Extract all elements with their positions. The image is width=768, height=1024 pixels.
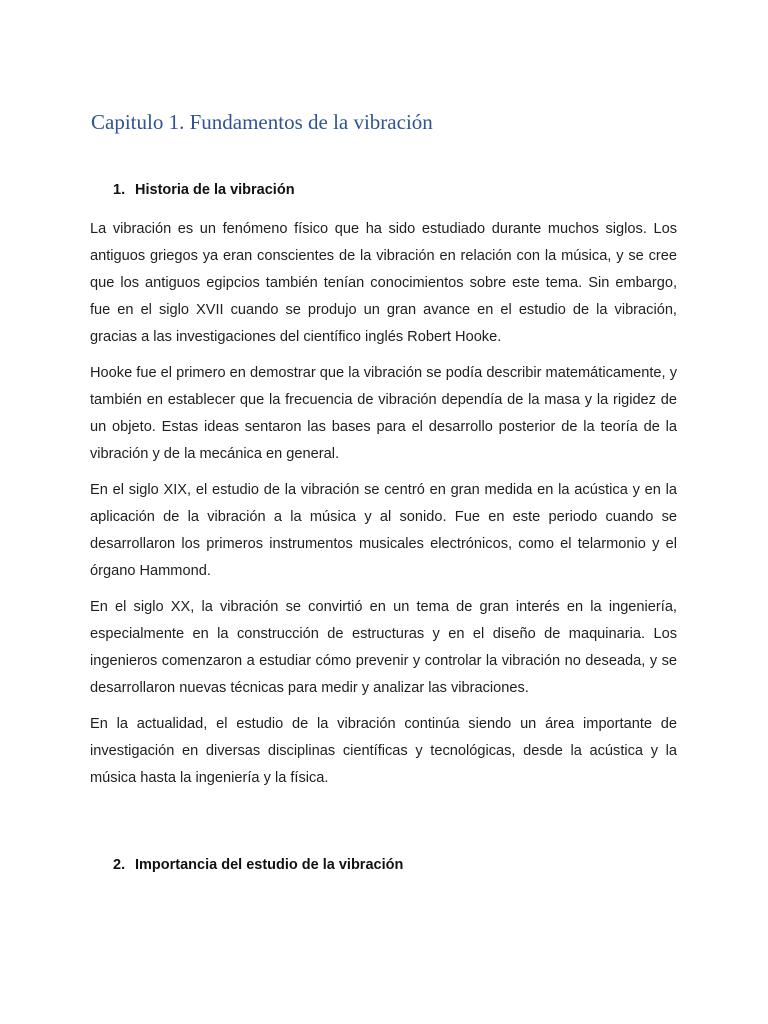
- paragraph-hooke: Hooke fue el primero en demostrar que la vibración se podía describir matemáticamente, y también en establecer que la frecuencia de vibración dependía de la masa y la rigidez de un objeto. Estas ideas sentaron las bases para el desarrollo posterior de la teoría de la vibración y de la mecánica en general.: [90, 365, 677, 462]
- chapter-title: Capitulo 1. Fundamentos de la vibración: [91, 110, 433, 134]
- section-title: Importancia del estudio de la vibración: [135, 857, 404, 873]
- paragraph-siglo-xix: En el siglo XIX, el estudio de la vibración se centró en gran medida en la acústica y en la aplicación de la vibración a la música y al sonido. Fue en este periodo cuando se desarrollaron los primeros instrumentos musicales electrónicos, como el telarmonio y el órgano Hammond.: [90, 482, 677, 579]
- section-number: 1.: [113, 182, 126, 198]
- paragraph-origins: La vibración es un fenómeno físico que ha sido estudiado durante muchos siglos. Los antiguos griegos ya eran conscientes de la vibración en relación con la música, y se cree que los antiguos egipcios también tenían conocimientos sobre este tema. Sin embargo, fue en el siglo XVII cuando se produjo un gran avance en el estudio de la vibración, gracias a las investigaciones del científico inglés Robert Hooke.: [90, 221, 677, 345]
- section-title: Historia de la vibración: [135, 182, 295, 198]
- section-body-historia: [90, 216, 677, 801]
- section-heading-importancia: [113, 856, 403, 874]
- section-heading-historia: [113, 181, 295, 199]
- paragraph-siglo-xx: En el siglo XX, la vibración se convirtió en un tema de gran interés en la ingeniería, especialmente en la construcción de estructuras y en el diseño de maquinaria. Los ingenieros comenzaron a estudiar cómo prevenir y controlar la vibración no deseada, y se desarrollaron nuevas técnicas para medir y analizar las vibraciones.: [90, 599, 677, 696]
- paragraph-actualidad: En la actualidad, el estudio de la vibración continúa siendo un área importante de investigación en diversas disciplinas científicas y tecnológicas, desde la acústica y la música hasta la ingeniería y la física.: [90, 716, 677, 786]
- section-number: 2.: [113, 857, 126, 873]
